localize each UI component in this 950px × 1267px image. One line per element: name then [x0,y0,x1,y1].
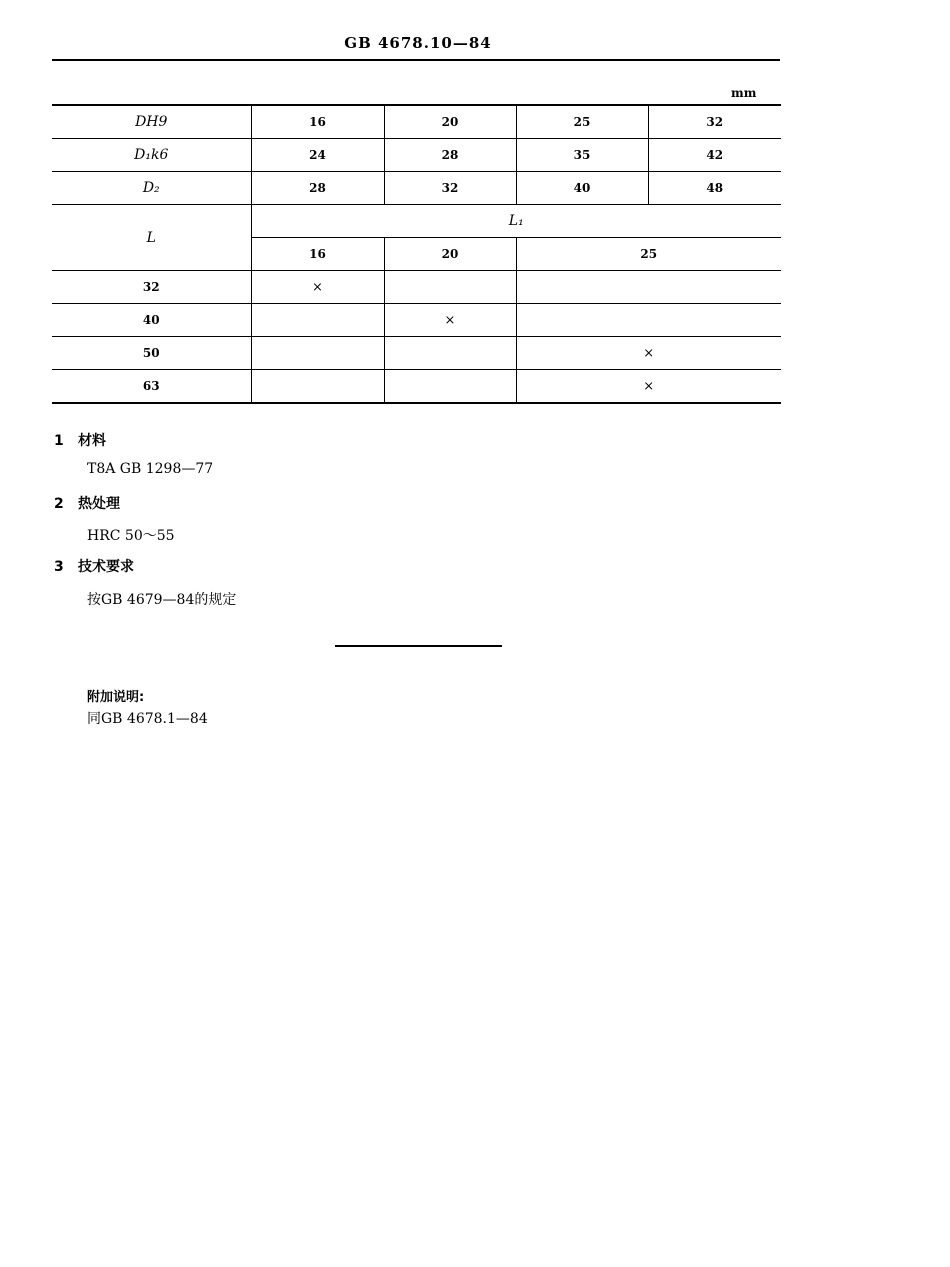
l-value: 63 [52,370,251,404]
section-text: T8A GB 1298—77 [87,461,214,477]
section-number: 1 [54,433,64,449]
table-cell: 16 [251,105,384,139]
table-cell: 35 [516,139,648,172]
dimension-table [52,104,781,404]
table-cell: 20 [384,105,516,139]
note-title: 附加说明: [87,690,145,705]
section-title: 热处理 [78,496,120,512]
table-row [52,370,781,404]
l1-group-header: L₁ [251,205,781,238]
table-cell: 48 [648,172,781,205]
note-text: 同GB 4678.1—84 [87,711,208,727]
l-value: 40 [52,304,251,337]
mark-cell [251,304,384,337]
table-cell: 25 [516,105,648,139]
table-row [52,304,781,337]
table-cell: 40 [516,172,648,205]
mark-cell: × [516,337,781,370]
row-label-d1: D₁k6 [52,139,251,172]
section-heading [54,556,134,576]
table-row [52,205,781,238]
header-rule [52,59,780,61]
mark-cell: × [251,271,384,304]
l1-value-header: 25 [516,238,781,271]
table-cell: 32 [384,172,516,205]
section-title: 技术要求 [78,559,134,575]
l1-value-header: 16 [251,238,384,271]
table-row [52,337,781,370]
l1-value-header: 20 [384,238,516,271]
section-text: HRC 50～55 [87,528,175,544]
l-column-header: L [52,205,251,271]
mark-cell: × [516,370,781,404]
table-cell: 28 [251,172,384,205]
mark-cell: × [384,304,516,337]
section-text: 按GB 4679—84的规定 [87,592,237,608]
mark-cell [384,271,516,304]
table-row [52,139,781,172]
row-label-d2: D₂ [52,172,251,205]
table-cell: 28 [384,139,516,172]
l-value: 50 [52,337,251,370]
mark-cell [251,370,384,404]
unit-label: mm [731,86,757,100]
mark-cell [384,337,516,370]
section-number: 3 [54,559,64,575]
end-rule [335,645,502,647]
table-cell: 32 [648,105,781,139]
table-cell: 42 [648,139,781,172]
row-label-d: DH9 [52,105,251,139]
l-value: 32 [52,271,251,304]
section-heading [54,430,106,450]
mark-cell [251,337,384,370]
section-title: 材料 [78,433,106,449]
section-heading [54,493,120,513]
section-number: 2 [54,496,64,512]
mark-cell [516,304,781,337]
table-row [52,105,781,139]
table-cell: 24 [251,139,384,172]
mark-cell [516,271,781,304]
table-row [52,271,781,304]
mark-cell [384,370,516,404]
table-row [52,172,781,205]
page-header: GB 4678.10—84 [344,34,492,52]
